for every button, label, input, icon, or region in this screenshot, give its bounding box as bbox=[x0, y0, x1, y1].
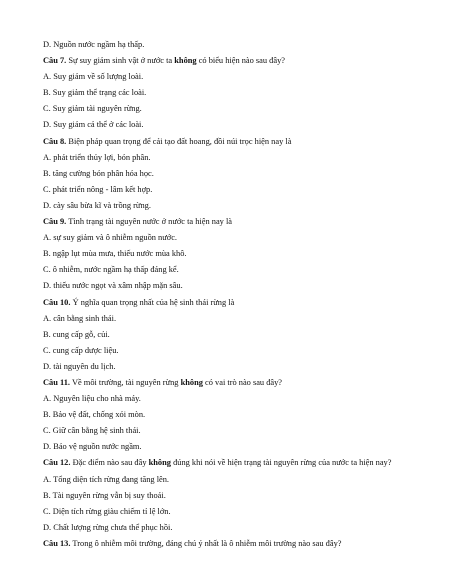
option-a: A. cân bằng sinh thái. bbox=[43, 313, 117, 323]
option-c: C. phát triển nông - lâm kết hợp. bbox=[43, 184, 153, 194]
question-8 bbox=[43, 134, 410, 150]
question-text: Biện pháp quan trọng để cải tạo đất hoang, đồi núi trọc hiện nay là bbox=[66, 136, 292, 146]
question-text: có vai trò nào sau đây? bbox=[202, 377, 283, 387]
question-number: Câu 13. bbox=[43, 538, 71, 548]
question-12 bbox=[43, 455, 410, 471]
option-b: B. Bảo vệ đất, chống xói mòn. bbox=[43, 410, 146, 420]
question-number: Câu 10. bbox=[43, 297, 71, 307]
question-text: Sự suy giảm sinh vật ở nước ta bbox=[66, 56, 175, 66]
question-number: Câu 11. bbox=[43, 377, 70, 387]
question-7 bbox=[43, 53, 410, 69]
question-10 bbox=[43, 295, 410, 311]
question-emphasis: không bbox=[174, 56, 197, 66]
option-d: D. Bảo vệ nguồn nước ngầm. bbox=[43, 442, 142, 452]
question-text: Trong ô nhiễm môi trường, đáng chú ý nhất là ô nhiễm môi trường nào sau đây? bbox=[70, 538, 342, 548]
option-c: C. Suy giảm tài nguyên rừng. bbox=[43, 104, 142, 114]
question-text: đúng khi nói về hiện trạng tài nguyên rừng của nước ta hiện nay? bbox=[170, 458, 392, 468]
question-text: Tình trạng tài nguyên nước ở nước ta hiện nay là bbox=[66, 217, 232, 227]
option-text: D. Nguồn nước ngầm hạ thấp. bbox=[43, 40, 145, 49]
question-9 bbox=[43, 214, 410, 230]
option-b: B. ngập lụt mùa mưa, thiếu nước mùa khô. bbox=[43, 249, 187, 259]
question-text: Về môi trường, tài nguyên rừng bbox=[70, 377, 181, 387]
question-emphasis: không bbox=[148, 458, 171, 468]
question-number: Câu 12. bbox=[43, 458, 71, 468]
option-a: A. sự suy giảm và ô nhiễm nguồn nước. bbox=[43, 233, 177, 243]
question-text: Ý nghĩa quan trọng nhất của hệ sinh thái rừng là bbox=[70, 297, 235, 307]
question-13 bbox=[43, 536, 410, 552]
question-text: có biểu hiện nào sau đây? bbox=[196, 56, 285, 66]
option-d: D. cày sâu bừa kĩ và trồng rừng. bbox=[43, 200, 151, 210]
question-emphasis: không bbox=[180, 377, 203, 387]
option-b: B. Tài nguyên rừng vẫn bị suy thoái. bbox=[43, 490, 166, 500]
option-c: C. ô nhiễm, nước ngầm hạ thấp đáng kể. bbox=[43, 265, 179, 275]
question-number: Câu 7. bbox=[43, 56, 67, 66]
option-d: D. Chất lượng rừng chưa thể phục hồi. bbox=[43, 522, 173, 532]
option-c: C. cung cấp dược liệu. bbox=[43, 345, 119, 355]
question-number: Câu 9. bbox=[43, 217, 67, 227]
option-c: C. Diện tích rừng giàu chiếm tỉ lệ lớn. bbox=[43, 506, 171, 516]
option-a: A. Tổng diện tích rừng đang tăng lên. bbox=[43, 474, 170, 484]
option-b: B. cung cấp gỗ, củi. bbox=[43, 329, 110, 339]
question-11 bbox=[43, 375, 410, 391]
question-number: Câu 8. bbox=[43, 136, 67, 146]
option-b: B. tăng cường bón phân hóa học. bbox=[43, 168, 154, 178]
question-text: Đặc điểm nào sau đây bbox=[70, 458, 149, 468]
option-a: A. Suy giảm về số lượng loài. bbox=[43, 72, 144, 82]
option-b: B. Suy giảm thể trạng các loài. bbox=[43, 88, 147, 98]
option-a: A. Nguyên liệu cho nhà máy. bbox=[43, 394, 141, 404]
option-c: C. Giữ cân bằng hệ sinh thái. bbox=[43, 426, 141, 436]
option-d: D. Suy giảm cả thể ở các loài. bbox=[43, 120, 144, 130]
option-d: D. tài nguyên du lịch. bbox=[43, 361, 116, 371]
option-a: A. phát triển thủy lợi, bón phân. bbox=[43, 152, 151, 162]
option-d: D. thiếu nước ngọt và xâm nhập mặn sâu. bbox=[43, 281, 183, 291]
